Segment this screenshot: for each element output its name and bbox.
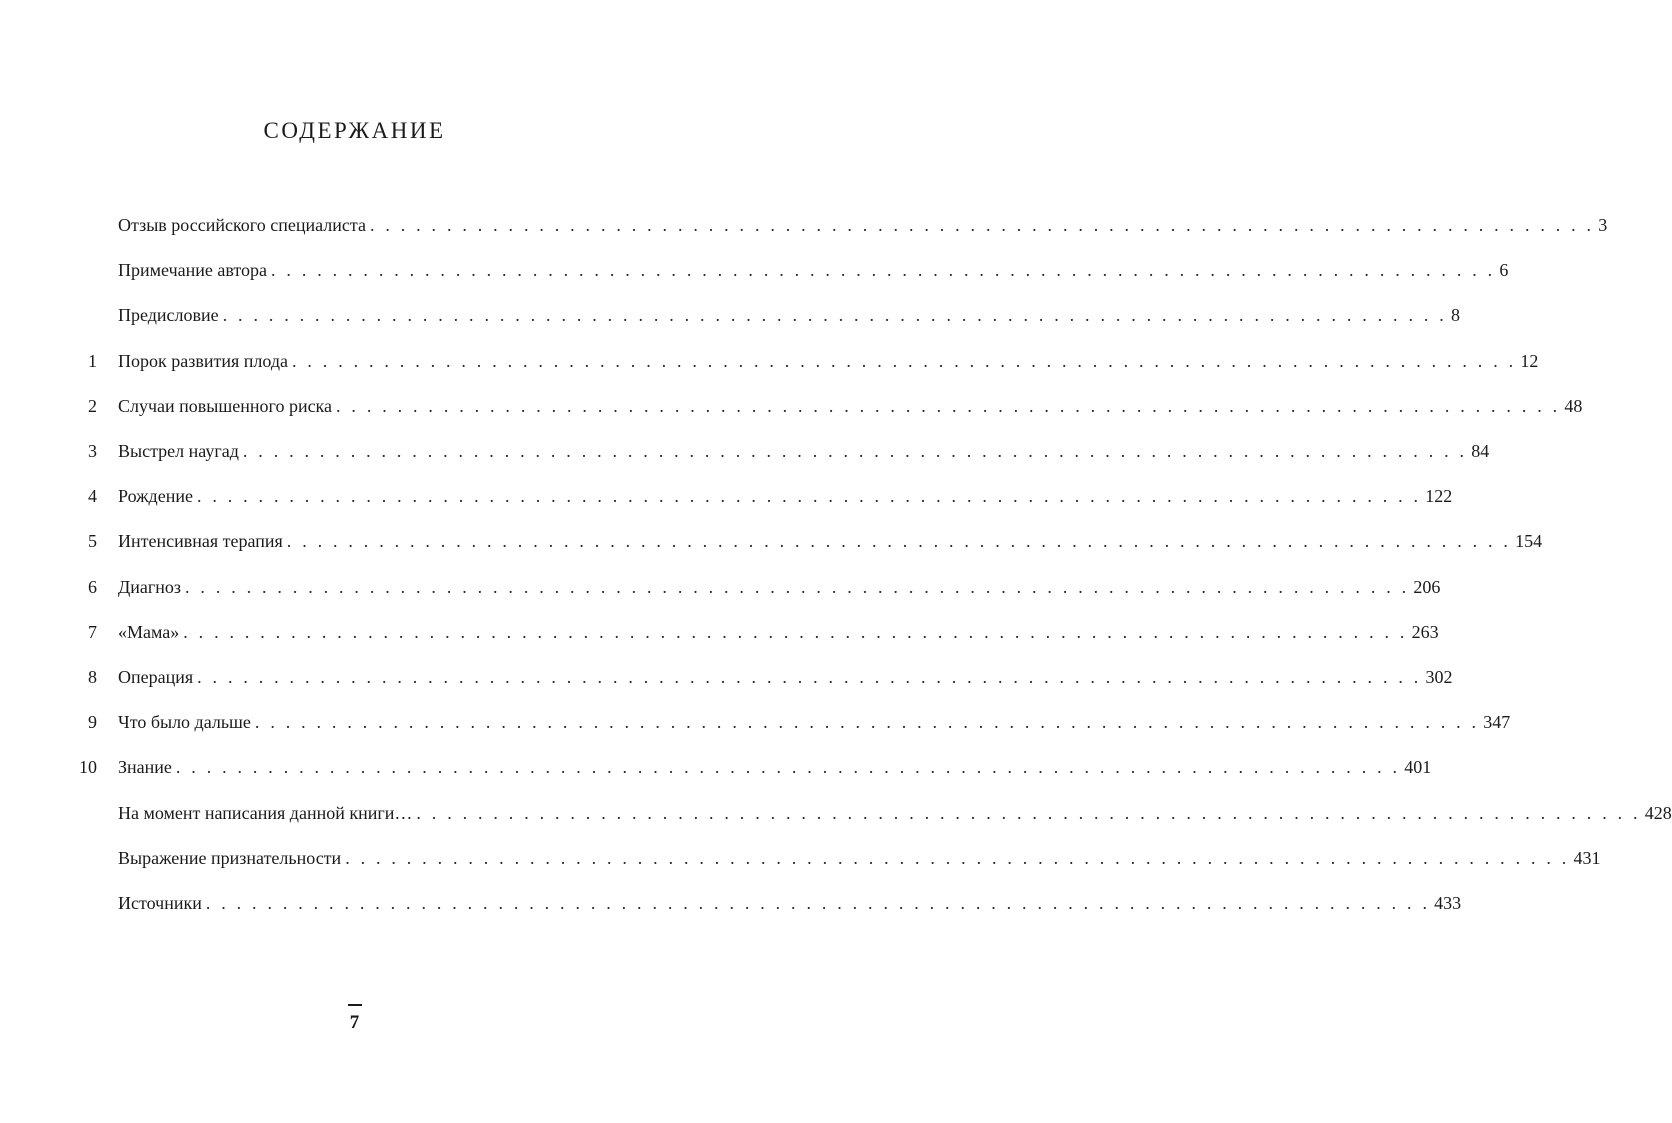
page-reference: 6 [1499,260,1509,281]
chapter-number: 9 [88,712,97,733]
page-folio [0,1004,709,1034]
dot-leader: . . . . . . . . . . . . . . . . . . . . . . . . . . . . . . . . . . . . . . . . . . . . . . . . . . . . . . . . . . . . . . . . . . . . . . . . . . . . . . . . [336,395,1561,416]
toc-entry [0,888,1462,918]
page-reference: 428 [1644,802,1672,823]
chapter-title: Выражение признательности [118,847,342,868]
dot-leader: . . . . . . . . . . . . . . . . . . . . . . . . . . . . . . . . . . . . . . . . . . . . . . . . . . . . . . . . . . . . . . . . . . . . . . . . . . . . . . . . [286,531,1512,552]
toc-entry-line [118,255,1509,285]
page-reference: 401 [1404,757,1432,778]
toc-entry [0,843,1601,873]
page-reference: 84 [1471,441,1490,461]
chapter-number: 4 [88,486,97,507]
dot-leader: . . . . . . . . . . . . . . . . . . . . . . . . . . . . . . . . . . . . . . . . . . . . . . . . . . . . . . . . . . . . . . . . . . . . . . . . . . . . . . . . [242,441,1468,461]
chapter-title: Отзыв российского специалиста [118,215,366,235]
toc-entry-line [118,526,1543,556]
chapter-number: 5 [88,531,97,552]
dot-leader: . . . . . . . . . . . . . . . . . . . . . . . . . . . . . . . . . . . . . . . . . . . . . . . . . . . . . . . . . . . . . . . . . . . . . . . . . . . . . . . . [369,215,1595,235]
chapter-title: Что было дальше [118,712,251,733]
chapter-number: 3 [88,441,97,461]
chapter-title: Предисловие [118,305,219,326]
toc-entry [0,526,1543,556]
page-reference: 347 [1483,712,1511,733]
toc-entry-line [118,436,1490,466]
chapter-number: 8 [88,667,97,687]
page-reference: 206 [1413,576,1441,597]
toc-entry-line [118,210,1608,240]
toc-entry [0,752,1432,782]
chapter-title: Выстрел наугад [118,441,239,461]
chapter-title: Знание [118,757,172,778]
page-reference: 302 [1425,667,1453,687]
toc-entry [0,300,1460,330]
dot-leader: . . . . . . . . . . . . . . . . . . . . . . . . . . . . . . . . . . . . . . . . . . . . . . . . . . . . . . . . . . . . . . . . . . . . . . . . . . . . . . . . [416,802,1641,823]
dot-leader: . . . . . . . . . . . . . . . . . . . . . . . . . . . . . . . . . . . . . . . . . . . . . . . . . . . . . . . . . . . . . . . . . . . . . . . . . . . . . . . . [183,621,1408,642]
page-reference: 433 [1434,893,1462,913]
toc-entry-line [118,752,1432,782]
toc-entry [0,391,1583,421]
page-reference: 3 [1598,215,1608,235]
dot-leader: . . . . . . . . . . . . . . . . . . . . . . . . . . . . . . . . . . . . . . . . . . . . . . . . . . . . . . . . . . . . . . . . . . . . . . . . . . . . . . . . [185,576,1410,597]
toc-entry [0,481,1453,511]
page-title: СОДЕРЖАНИЕ [263,118,446,143]
page-reference: 48 [1564,395,1583,416]
dot-leader: . . . . . . . . . . . . . . . . . . . . . . . . . . . . . . . . . . . . . . . . . . . . . . . . . . . . . . . . . . . . . . . . . . . . . . . . . . . . . . . . [254,712,1480,733]
dot-leader: . . . . . . . . . . . . . . . . . . . . . . . . . . . . . . . . . . . . . . . . . . . . . . . . . . . . . . . . . . . . . . . . . . . . . . . . . . . . . . . . [205,893,1431,913]
toc-entry [0,436,1490,466]
chapter-title: Порок развития плода [118,350,288,371]
chapter-number: 6 [88,576,97,597]
toc-entry [0,572,1441,602]
dot-leader: . . . . . . . . . . . . . . . . . . . . . . . . . . . . . . . . . . . . . . . . . . . . . . . . . . . . . . . . . . . . . . . . . . . . . . . . . . . . . . . . [292,350,1517,371]
dot-leader: . . . . . . . . . . . . . . . . . . . . . . . . . . . . . . . . . . . . . . . . . . . . . . . . . . . . . . . . . . . . . . . . . . . . . . . . . . . . . . . . [271,260,1496,281]
toc-entry-line [118,707,1511,737]
chapter-title: Операция [118,667,194,687]
chapter-title: Источники [118,893,202,913]
toc-entry-line [118,481,1453,511]
toc-entry-line [118,843,1601,873]
chapter-number: 2 [88,395,97,416]
chapter-title: Рождение [118,486,193,507]
chapter-title: Интенсивная терапия [118,531,283,552]
chapter-number: 10 [79,757,97,778]
folio-rule [348,1004,362,1006]
toc-entry-line [118,391,1583,421]
page-reference: 12 [1520,350,1539,371]
page-reference: 431 [1573,847,1601,868]
page-reference: 263 [1411,621,1439,642]
toc-entry [0,662,1453,692]
toc-entry-line [118,300,1460,330]
toc-entry-line [118,617,1439,647]
toc-entry-line [118,662,1453,692]
chapter-title: «Мама» [118,621,180,642]
toc-entry [0,346,1539,376]
dot-leader: . . . . . . . . . . . . . . . . . . . . . . . . . . . . . . . . . . . . . . . . . . . . . . . . . . . . . . . . . . . . . . . . . . . . . . . . . . . . . . . . [175,757,1401,778]
chapter-number: 1 [88,350,97,371]
toc-entry-line [118,346,1539,376]
chapter-number: 7 [88,621,97,642]
toc-entry [0,798,1672,828]
chapter-title: Примечание автора [118,260,268,281]
chapter-title: Диагноз [118,576,182,597]
dot-leader: . . . . . . . . . . . . . . . . . . . . . . . . . . . . . . . . . . . . . . . . . . . . . . . . . . . . . . . . . . . . . . . . . . . . . . . . . . . . . . . . [222,305,1447,326]
toc-entry-line [118,572,1441,602]
dot-leader: . . . . . . . . . . . . . . . . . . . . . . . . . . . . . . . . . . . . . . . . . . . . . . . . . . . . . . . . . . . . . . . . . . . . . . . . . . . . . . . . [197,667,1422,687]
page-reference: 122 [1425,486,1453,507]
chapter-title: На момент написания данной книги… [118,802,413,823]
dot-leader: . . . . . . . . . . . . . . . . . . . . . . . . . . . . . . . . . . . . . . . . . . . . . . . . . . . . . . . . . . . . . . . . . . . . . . . . . . . . . . . . [345,847,1570,868]
page-number: 7 [349,1011,360,1033]
chapter-title: Случаи повышенного риска [118,395,333,416]
toc-entry-line [118,888,1462,918]
toc-entry-line [118,798,1672,828]
page-reference: 154 [1515,531,1543,552]
toc-entry [0,255,1509,285]
toc-entry [0,617,1439,647]
toc-entry [0,210,1608,240]
toc-entry [0,707,1511,737]
dot-leader: . . . . . . . . . . . . . . . . . . . . . . . . . . . . . . . . . . . . . . . . . . . . . . . . . . . . . . . . . . . . . . . . . . . . . . . . . . . . . . . . [196,486,1422,507]
page-reference: 8 [1450,305,1460,326]
